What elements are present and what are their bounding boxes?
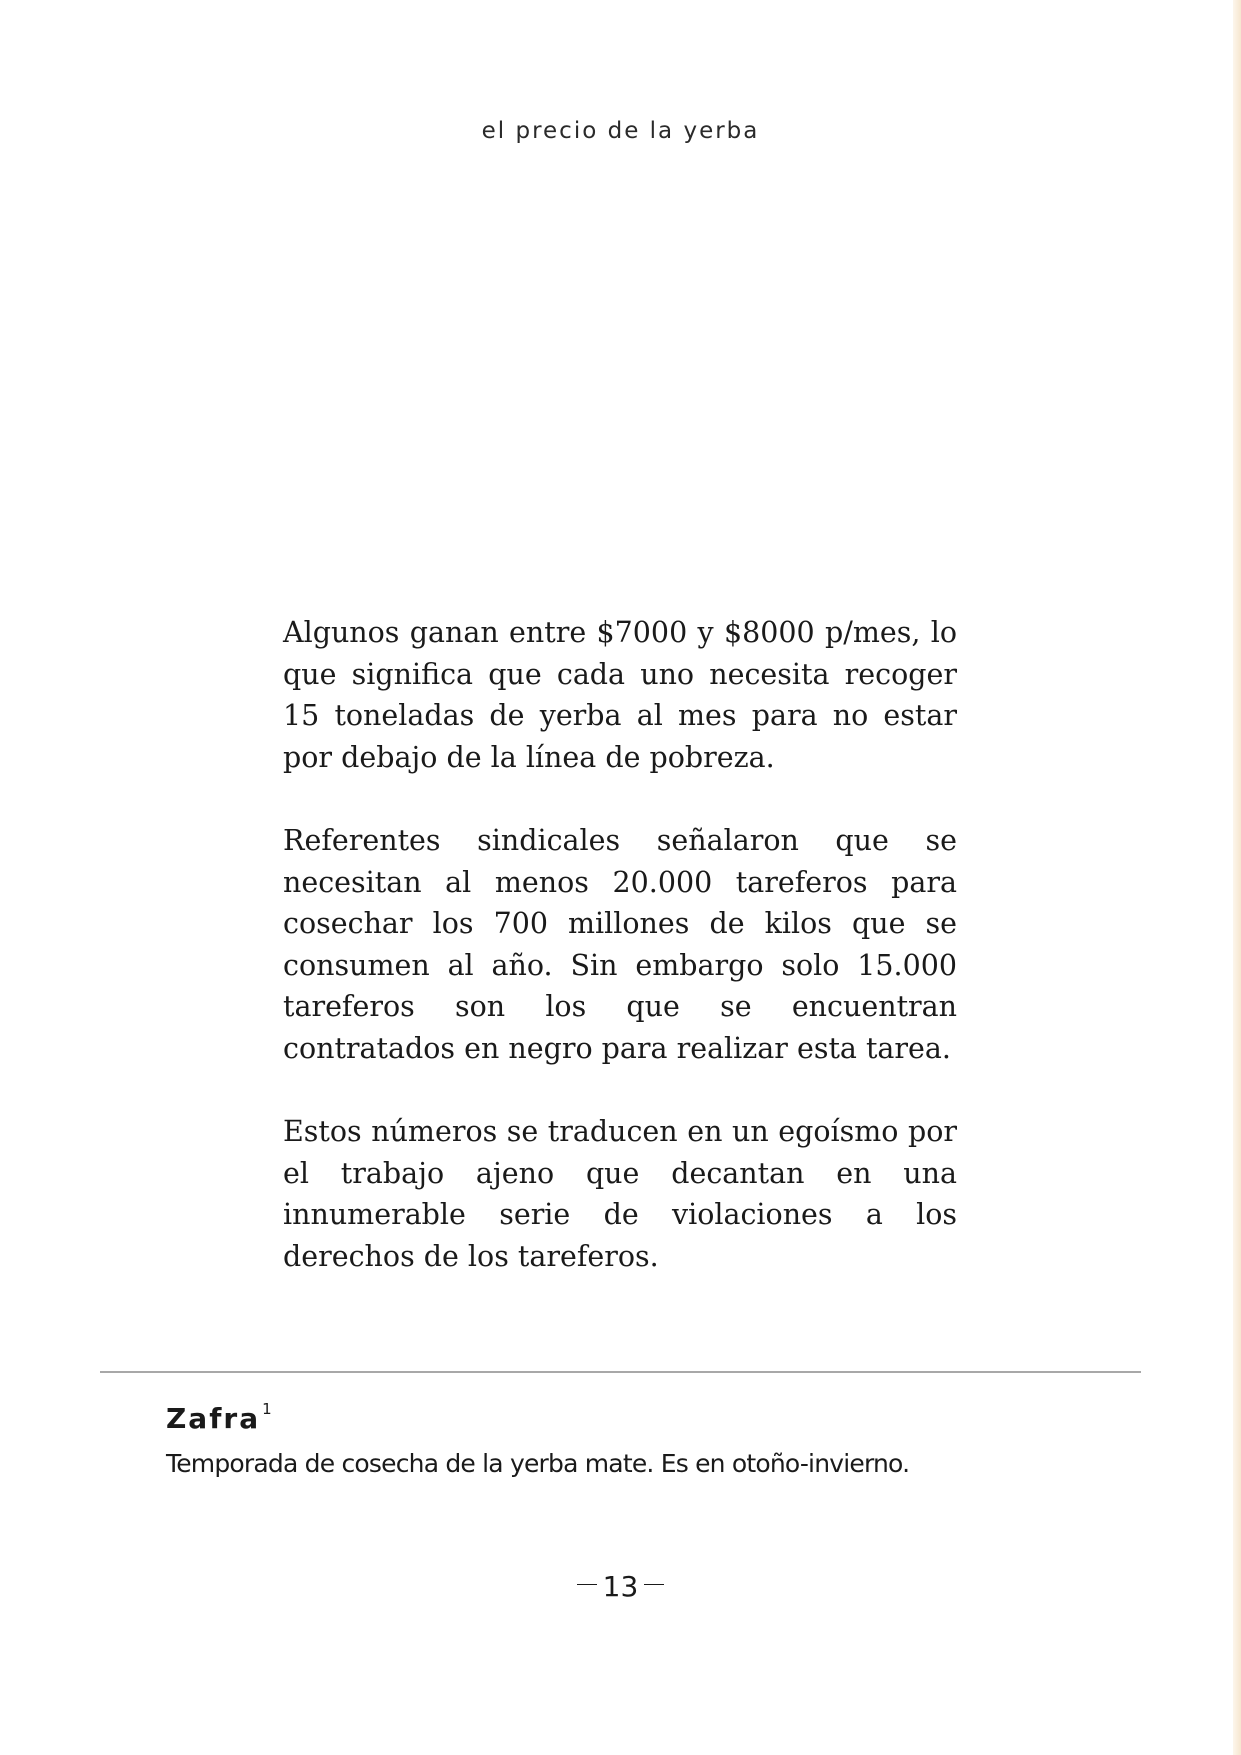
folio-dash-left	[577, 1584, 597, 1585]
footnote-definition: Temporada de cosecha de la yerba mate. Es en otoño-invierno.	[166, 1449, 910, 1478]
body-text	[283, 612, 957, 1278]
footnote-term	[166, 1402, 272, 1435]
paragraph-2: Referentes sindicales señalaron que se necesitan al menos 20.000 tareferos para cosechar los 700 millones de kilos que se consumen al año. Sin embargo solo 15.000 tareferos son los que se encuentran contratados en negro para realizar esta tarea.	[283, 823, 957, 1065]
page-folio	[0, 1570, 1241, 1603]
folio-dash-right	[644, 1584, 664, 1585]
paragraph-3: Estos números se traducen en un egoísmo por el trabajo ajeno que decantan en una innumerable serie de violaciones a los derechos de los tareferos.	[283, 1115, 957, 1273]
footnote-divider	[100, 1371, 1141, 1373]
paragraph-1: Algunos ganan entre $7000 y $8000 p/mes, lo que significa que cada uno necesita recoger 15 toneladas de yerba al mes para no estar por debajo de la línea de pobreza.	[283, 616, 957, 774]
page-edge-shadow	[1233, 0, 1241, 1755]
footnote-term-text: Zafra	[166, 1402, 261, 1435]
page-number: 13	[602, 1570, 639, 1603]
running-head: el precio de la yerba	[481, 118, 760, 144]
footnote-marker: 1	[262, 1400, 272, 1418]
